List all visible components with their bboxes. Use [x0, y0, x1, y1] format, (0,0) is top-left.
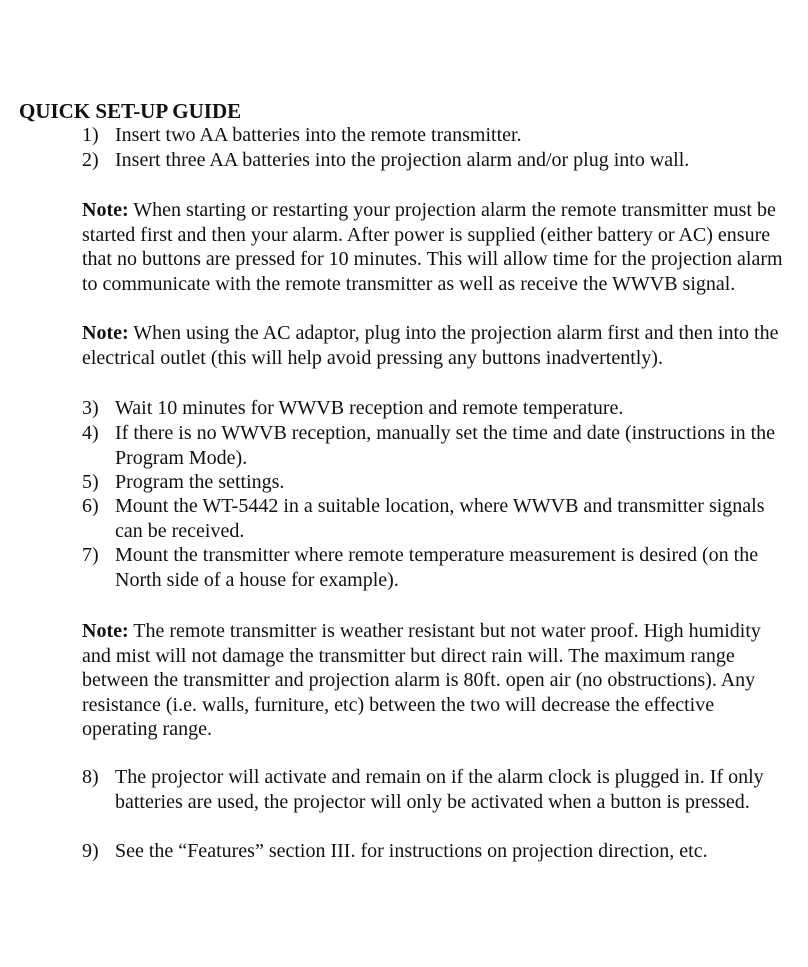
list-item-step-7 — [82, 543, 792, 592]
list-item-text: Insert three AA batteries into the projection alarm and/or plug into wall. — [115, 149, 690, 171]
list-item-number: 4) — [82, 422, 99, 444]
note-paragraph-weather — [82, 619, 794, 742]
list-item-text: See the “Features” section III. for instructions on projection direction, etc. — [115, 840, 708, 862]
note-text: When using the AC adaptor, plug into the projection alarm first and then into the electrical outlet (this will help avoid pressing any buttons inadvertently). — [82, 322, 779, 369]
list-item-step-9 — [82, 839, 792, 864]
list-item-text: The projector will activate and remain on if the alarm clock is plugged in. If only batteries are used, the projector will only be activated when a button is pressed. — [115, 766, 764, 813]
list-item-text: Insert two AA batteries into the remote transmitter. — [115, 124, 522, 146]
page-title: QUICK SET-UP GUIDE — [19, 99, 242, 123]
list-item-step-4 — [82, 421, 792, 470]
list-item-text: Wait 10 minutes for WWVB reception and remote temperature. — [115, 397, 624, 419]
list-item-text: Mount the WT-5442 in a suitable location, where WWVB and transmitter signals can be received. — [115, 495, 765, 542]
list-item-text: Program the settings. — [115, 471, 285, 493]
list-item-step-1 — [82, 123, 792, 148]
list-item-step-2 — [82, 148, 792, 173]
note-text: When starting or restarting your projection alarm the remote transmitter must be started first and then your alarm. After power is supplied (either battery or AC) ensure that no buttons are pressed for 10 minutes. This will allow time for the projection alarm to communicate with the remote transmitter as well as receive the WWVB signal. — [82, 199, 783, 295]
list-item-number: 1) — [82, 124, 99, 146]
note-label: Note: — [82, 322, 129, 344]
list-item-number: 6) — [82, 495, 99, 517]
note-paragraph-ac-adaptor — [82, 321, 794, 370]
list-item-step-3 — [82, 396, 792, 421]
note-label: Note: — [82, 620, 129, 642]
note-text: The remote transmitter is weather resistant but not water proof. High humidity and mist will not damage the transmitter but direct rain will. The maximum range between the transmitter and projection alarm is 80ft. open air (no obstructions). Any resistance (i.e. walls, furniture, etc) between the two will decrease the effective operating range. — [82, 620, 761, 740]
list-item-number: 3) — [82, 397, 99, 419]
list-item-text: Mount the transmitter where remote temperature measurement is desired (on the North side of a house for example). — [115, 544, 759, 591]
list-item-text: If there is no WWVB reception, manually set the time and date (instructions in the Program Mode). — [115, 422, 775, 469]
list-item-step-5 — [82, 470, 792, 495]
list-item-step-8 — [82, 765, 792, 814]
list-item-step-6 — [82, 494, 792, 543]
list-item-number: 8) — [82, 766, 99, 788]
list-item-number: 7) — [82, 544, 99, 566]
list-item-number: 2) — [82, 149, 99, 171]
list-item-number: 5) — [82, 471, 99, 493]
note-paragraph-startup — [82, 198, 794, 296]
note-label: Note: — [82, 199, 129, 221]
list-item-number: 9) — [82, 840, 99, 862]
